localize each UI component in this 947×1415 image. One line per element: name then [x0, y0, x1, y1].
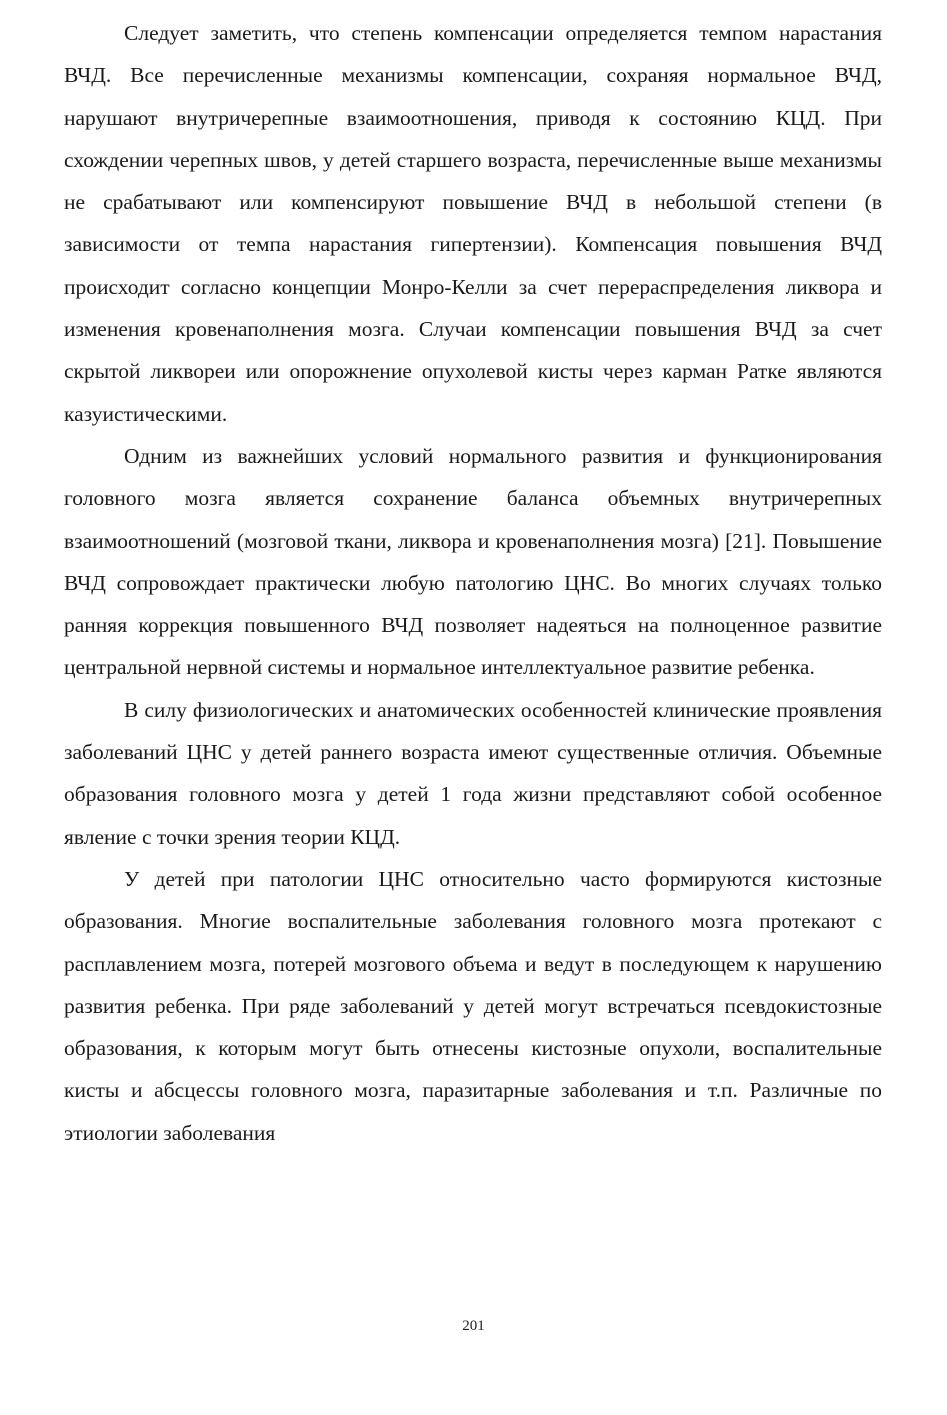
document-body — [64, 12, 882, 1154]
paragraph-4: У детей при патологии ЦНС относительно часто формируются кистозные образования. Многие воспалительные заболевания головного мозга протекают с расплавлением мозга, потерей мозгового объема и ведут в последующем к нарушению развития ребенка. При ряде заболеваний у детей могут встречаться псевдокистозные образования, к которым могут быть отнесены кистозные опухоли, воспалительные кисты и абсцессы головного мозга, паразитарные заболевания и т.п. Различные по этиологии заболевания — [64, 866, 882, 1145]
paragraph-3: В силу физиологических и анатомических особенностей клинические проявления заболеваний ЦНС у детей раннего возраста имеют существенные отличия. Объемные образования головного мозга у детей 1 года жизни представляют собой особенное явление с точки зрения теории КЦД. — [64, 697, 882, 849]
paragraph-1: Следует заметить, что степень компенсации определяется темпом нарастания ВЧД. Все перечисленные механизмы компенсации, сохраняя нормальное ВЧД, нарушают внутричерепные взаимоотношения, приводя к состоянию КЦД. При схождении черепных швов, у детей старшего возраста, перечисленные выше механизмы не срабатывают или компенсируют повышение ВЧД в небольшой степени (в зависимости от темпа нарастания гипертензии). Компенсация повышения ВЧД происходит согласно концепции Монро-Келли за счет перераспределения ликвора и изменения кровенаполнения мозга. Случаи компенсации повышения ВЧД за счет скрытой ликвореи или опорожнение опухолевой кисты через карман Ратке являются казуистическими. — [64, 21, 882, 426]
paragraph-2: Одним из важнейших условий нормального развития и функционирования головного мозга является сохранение баланса объемных внутричерепных взаимоотношений (мозговой ткани, ликвора и кровенаполнения мозга) [21]. Повышение ВЧД сопровождает практически любую патологию ЦНС. Во многих случаях только ранняя коррекция повышенного ВЧД позволяет надеяться на полноценное развитие центральной нервной системы и нормальное интеллектуальное развитие ребенка. — [64, 443, 882, 680]
page-number: 201 — [462, 1318, 485, 1334]
